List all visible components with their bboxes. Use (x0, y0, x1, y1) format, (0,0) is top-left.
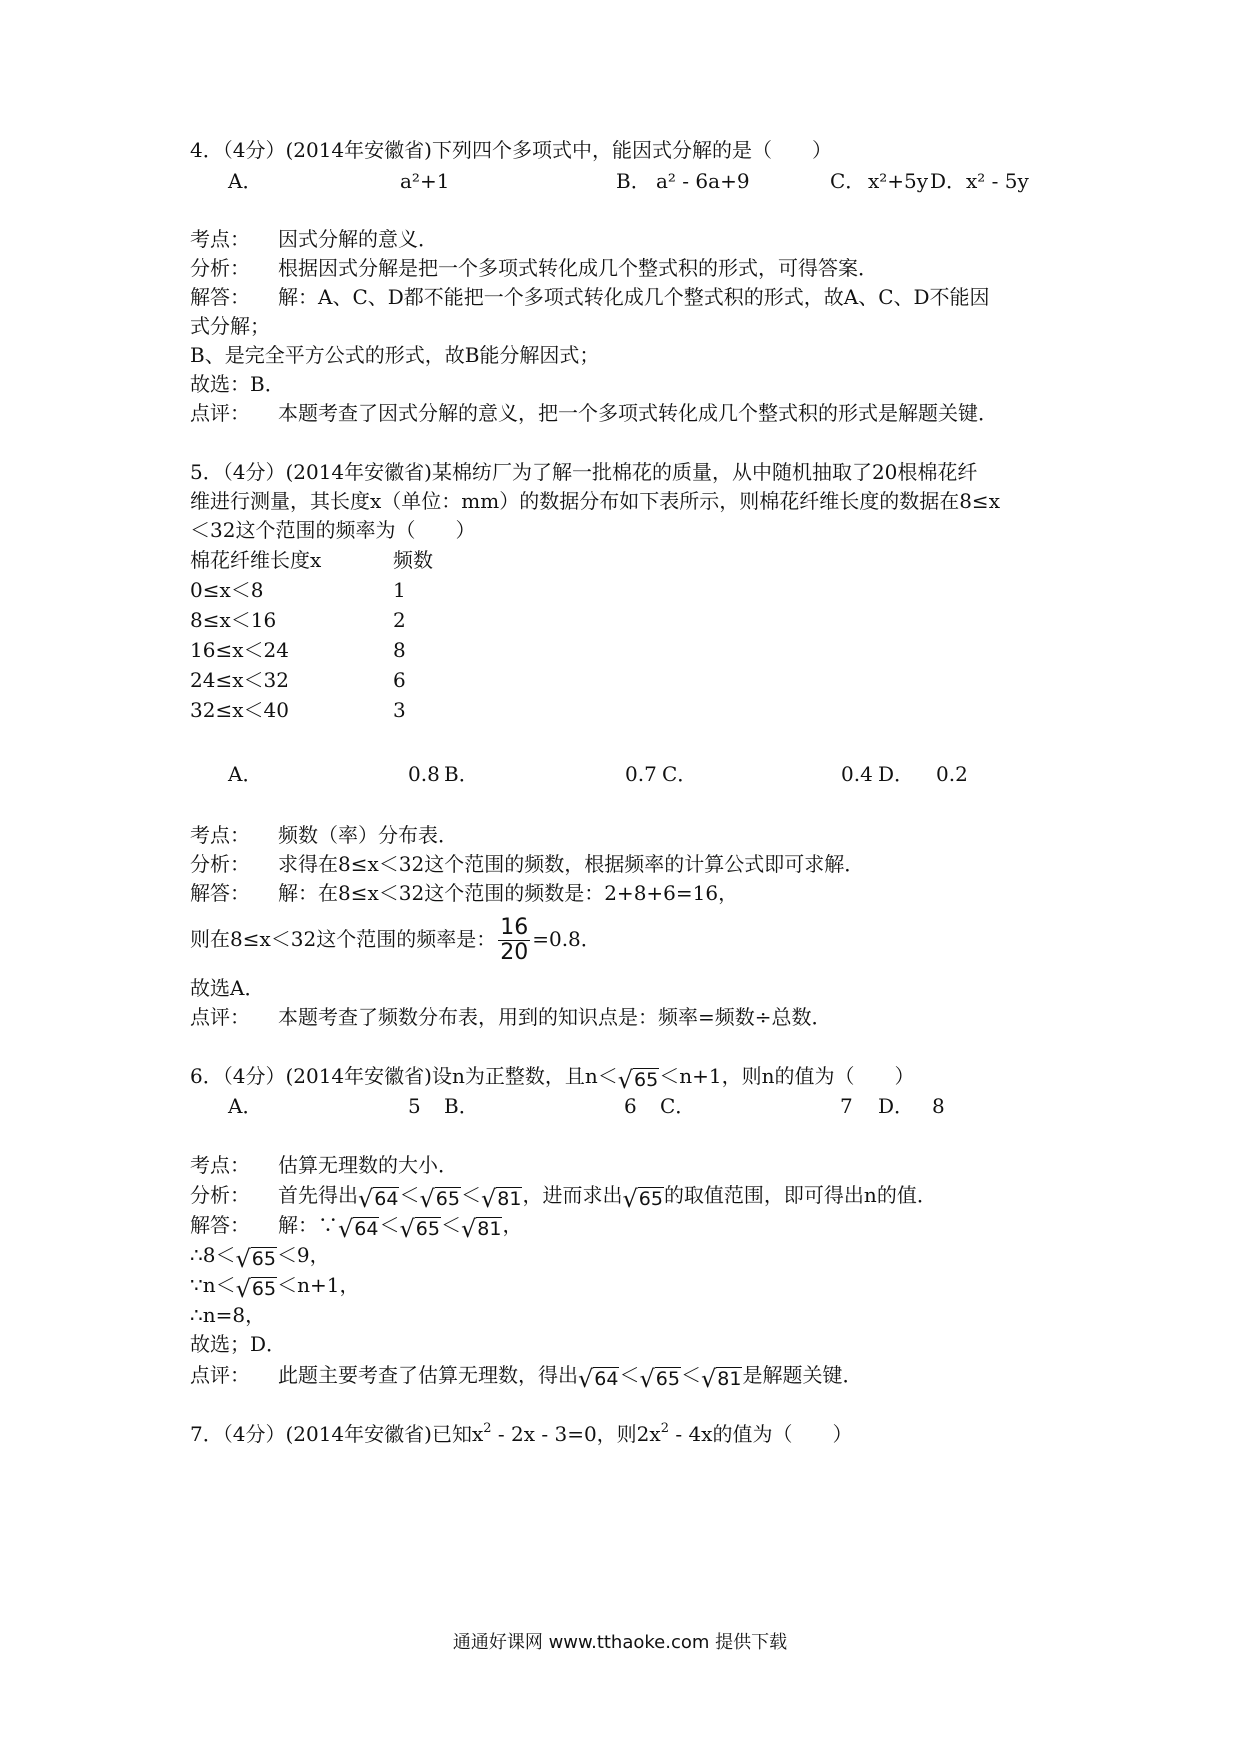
q5-option-a: 0.8 (408, 762, 440, 786)
q5-table-row-range: 24≤x＜32 (190, 668, 289, 692)
q4-fenxi: 分析： 根据因式分解是把一个多项式转化成几个整式积的形式，可得答案． (190, 256, 878, 280)
sqrt-65: √ 65 (235, 1275, 277, 1303)
q4-option-a-letter: A． (228, 169, 263, 193)
q4-option-d: x² - 5y (966, 169, 1029, 193)
q5-stem-3: ＜32这个范围的频率为（ ） (190, 518, 476, 542)
q6-option-d-letter: D． (878, 1094, 915, 1118)
q4-option-c-letter: C． (830, 169, 866, 193)
q6-fenxi: 分析： 首先得出 √ 64 ＜ √ 65 ＜ √ 81 ，进而求出 √ 65 的取值范围，即可得出n的值． (190, 1183, 937, 1213)
q5-fenxi: 分析： 求得在8≤x＜32这个范围的频数，根据频率的计算公式即可求解． (190, 852, 865, 876)
q5-option-c: 0.4 (841, 762, 873, 786)
q6-answer: 故选；D． (190, 1332, 287, 1356)
q6-jieda: 解答： 解：∵ √ 64 ＜ √ 65 ＜ √ 81 ， (190, 1213, 523, 1243)
q5-table-row-range: 16≤x＜24 (190, 638, 289, 662)
q6-option-a-letter: A． (228, 1094, 263, 1118)
q5-jieda: 解答： 解：在8≤x＜32这个范围的频数是：2+8+6=16， (190, 881, 739, 905)
sqrt-65: √ 65 (639, 1365, 680, 1393)
q5-kaodian: 考点： 频数（率）分布表． (190, 823, 458, 847)
sqrt-81: √ 81 (480, 1185, 522, 1213)
q4-option-c: x²+5y (868, 169, 929, 193)
q5-table-row-count: 3 (393, 698, 406, 722)
q5-stem-1: 5．（4分）(2014年安徽省)某棉纺厂为了解一批棉花的质量，从中随机抽取了20根棉花纤 (190, 460, 978, 484)
q4-jieda-b: B、是完全平方公式的形式，故B能分解因式； (190, 343, 600, 367)
q5-option-a-letter: A． (228, 762, 263, 786)
q5-option-b: 0.7 (625, 762, 657, 786)
sqrt-65: √ 65 (622, 1185, 663, 1213)
q5-table-row-range: 8≤x＜16 (190, 608, 277, 632)
q6-option-c: 7 (840, 1094, 853, 1118)
q4-stem: 4．（4分）(2014年安徽省)下列四个多项式中，能因式分解的是（ ） (190, 138, 832, 162)
q6-kaodian: 考点： 估算无理数的大小． (190, 1153, 458, 1177)
sqrt-65: √ 65 (399, 1215, 440, 1243)
q5-table-header-length: 棉花纤维长度x (190, 548, 322, 572)
q4-jieda: 解答： 解：A、C、D都不能把一个多项式转化成几个整式积的形式，故A、C、D不能因 (190, 285, 990, 309)
q5-option-d-letter: D． (878, 762, 915, 786)
q4-kaodian: 考点： 因式分解的意义． (190, 227, 438, 251)
fraction-16-over-20: $\frac{16}{20}$ (500, 915, 529, 965)
q5-table-row-range: 32≤x＜40 (190, 698, 289, 722)
q4-jieda-cont: 式分解； (190, 314, 270, 338)
sqrt-64: √ 64 (578, 1365, 619, 1393)
q5-dianping: 点评： 本题考查了频数分布表，用到的知识点是：频率=频数÷总数． (190, 1005, 832, 1029)
sqrt-65: √ 65 (617, 1066, 659, 1094)
sqrt-64: √ 64 (358, 1185, 399, 1213)
sqrt-65: √ 65 (235, 1245, 276, 1273)
q6-dianping: 点评： 此题主要考查了估算无理数，得出 √ 64 ＜ √ 65 ＜ √ 81 是解题关键． (190, 1363, 863, 1393)
q4-option-b-letter: B． (616, 169, 651, 193)
q5-stem-2: 维进行测量，其长度x（单位：mm）的数据分布如下表所示，则棉花纤维长度的数据在8≤x (190, 489, 1000, 513)
q6-step-3: ∵n＜ √ 65 ＜n+1， (190, 1273, 360, 1303)
q5-table-row-count: 6 (393, 668, 406, 692)
q5-option-d: 0.2 (936, 762, 968, 786)
q4-option-a: a²+1 (400, 169, 450, 193)
q6-step-2: ∴8＜ √ 65 ＜9， (190, 1243, 330, 1273)
sqrt-65: √ 65 (419, 1185, 460, 1213)
q4-option-b: a² - 6a+9 (656, 169, 750, 193)
sqrt-81: √ 81 (700, 1365, 742, 1393)
q5-table-row-range: 0≤x＜8 (190, 578, 264, 602)
q5-table-header-freq: 频数 (393, 548, 433, 572)
q5-table-row-count: 1 (393, 578, 406, 602)
q5-option-c-letter: C． (662, 762, 698, 786)
q6-option-b-letter: B． (444, 1094, 479, 1118)
page-footer: 通通好课网 www.tthaoke.com 提供下载 (452, 1632, 788, 1653)
q5-option-b-letter: B． (444, 762, 479, 786)
q4-dianping: 点评： 本题考查了因式分解的意义，把一个多项式转化成几个整式积的形式是解题关键． (190, 401, 998, 425)
q7-stem: 7．（4分）(2014年安徽省)已知$x^2 - 2x - 3=0$，则$2x^2 - 4x$的值为（ ） (190, 1421, 853, 1446)
q5-jieda-frequency: 则在8≤x＜32这个范围的频率是： $\frac{16}{20}$ =0.8． (190, 915, 601, 965)
sqrt-64: √ 64 (338, 1215, 379, 1243)
q5-answer: 故选A． (190, 976, 265, 1000)
q6-option-b: 6 (624, 1094, 637, 1118)
sqrt-81: √ 81 (460, 1215, 502, 1243)
q5-table-row-count: 2 (393, 608, 406, 632)
q6-stem: 6．（4分）(2014年安徽省)设n为正整数，且n＜ √ 65 ＜n+1，则n的值为（ ） (190, 1064, 915, 1094)
q6-option-a: 5 (408, 1094, 421, 1118)
q6-option-c-letter: C． (660, 1094, 696, 1118)
q4-option-d-letter: D． (930, 169, 967, 193)
q5-table-row-count: 8 (393, 638, 406, 662)
q6-option-d: 8 (932, 1094, 945, 1118)
q4-answer: 故选：B． (190, 372, 285, 396)
q6-step-4: ∴n=8， (190, 1303, 266, 1327)
